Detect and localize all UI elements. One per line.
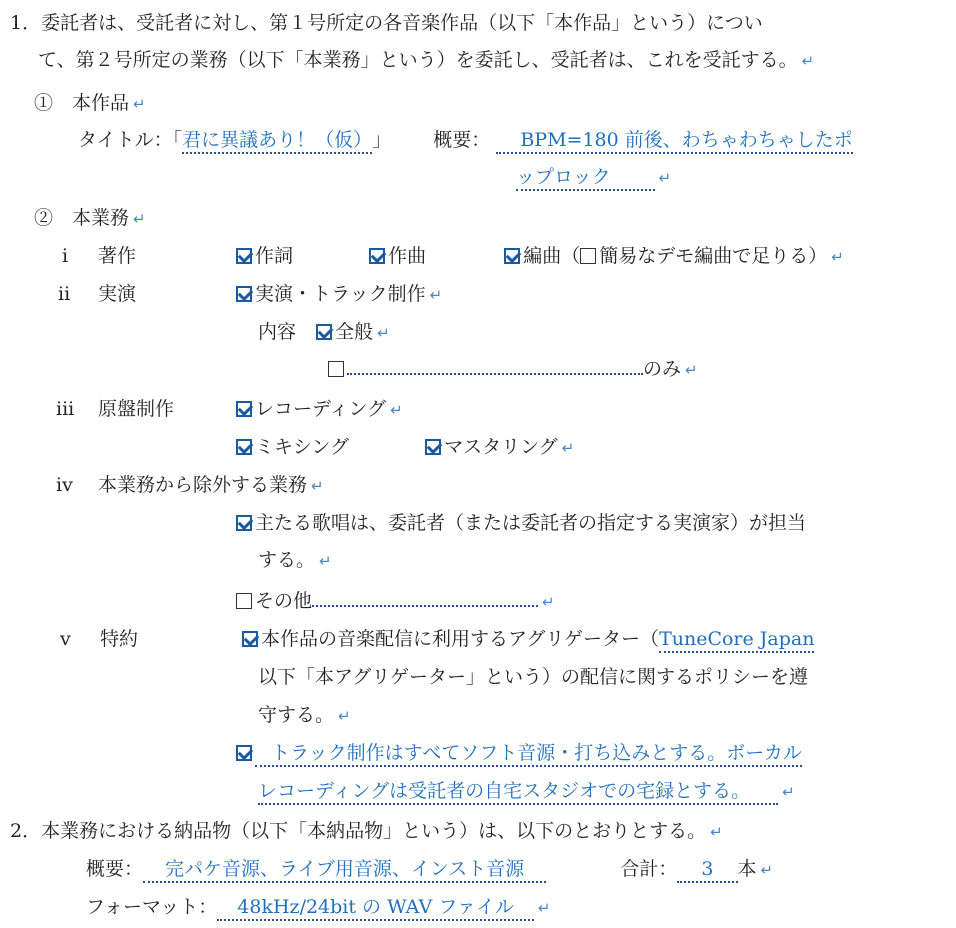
work-summary-cont [516, 164, 671, 191]
total-field[interactable]: 3 [677, 857, 737, 883]
service-iv-num: iv [56, 474, 73, 496]
clause2-number: 2． [10, 820, 42, 842]
checkbox-checked-icon[interactable] [236, 286, 252, 302]
title-field[interactable]: 君に異議あり！（仮） [182, 128, 372, 154]
summary-label: 概要： [433, 129, 491, 151]
service-v-label: 特約 [100, 628, 139, 650]
option-lyrics: 作詞 [255, 245, 294, 267]
service-ii-content [258, 319, 390, 346]
title-label: タイトル： [78, 129, 173, 151]
content-label: 内容 [258, 321, 297, 343]
checkbox-checked-icon[interactable] [504, 248, 520, 264]
deliverable-summary-row [86, 856, 773, 883]
checkbox-checked-icon[interactable] [236, 515, 252, 531]
summary-field[interactable]: BPM=180 前後、わちゃわちゃしたポ [496, 128, 852, 154]
checkbox-checked-icon[interactable] [236, 439, 252, 455]
checkbox-checked-icon[interactable] [236, 401, 252, 417]
service-iv-opt2 [236, 588, 555, 615]
paragraph-mark-icon: ↵ [760, 861, 774, 879]
only-label: のみ [643, 358, 682, 380]
paragraph-mark-icon: ↵ [685, 361, 698, 379]
service-ii-num: ii [58, 283, 71, 305]
service-i-options [236, 243, 844, 270]
service-iii-num: iii [56, 398, 75, 420]
option-composition: 作曲 [388, 245, 427, 267]
paragraph-mark-icon: ↵ [311, 477, 324, 495]
option-mixing: ミキシング [255, 436, 349, 458]
work-title-row: タイトル：「君に異議あり！（仮）」 概要： BPM=180 前後、わちゃわちゃしたポ [78, 127, 853, 154]
paragraph-mark-icon: ↵ [782, 783, 795, 801]
checkbox-checked-icon[interactable] [236, 248, 252, 264]
paragraph-mark-icon: ↵ [377, 324, 390, 342]
option-aggregator-policy: 本作品の音楽配信に利用するアグリゲーター（ [261, 628, 660, 650]
paragraph-mark-icon: ↵ [542, 593, 555, 611]
service-v-opt2-cont [258, 778, 795, 805]
aggregator-field[interactable]: TuneCore Japan [659, 627, 814, 653]
clause1-number: 1． [10, 12, 42, 34]
service-iii-option1 [236, 396, 403, 423]
paragraph-mark-icon: ↵ [831, 248, 844, 266]
service-heading: ② 本業務 ↵ [34, 207, 146, 229]
summary-field-cont[interactable]: ップロック [516, 165, 655, 191]
service-v-opt1-cont1: 以下「本アグリゲーター」という）の配信に関するポリシーを遵 [258, 666, 809, 688]
checkbox-checked-icon[interactable] [316, 324, 332, 340]
paragraph-mark-icon: ↵ [390, 401, 403, 419]
format-field[interactable]: 48kHz/24bit の WAV ファイル [217, 895, 534, 921]
paragraph-mark-icon: ↵ [429, 286, 443, 304]
option-general: 全般 [335, 321, 374, 343]
option-other: その他 [255, 590, 313, 612]
service-iii-options2 [236, 434, 574, 461]
total-label: 合計： [620, 858, 678, 880]
clause2-text: 本業務における納品物（以下「本納品物」という）は、以下のとおりとする。 [41, 820, 707, 842]
clause1-text-1: 委託者は、受託者に対し、第１号所定の各音楽作品（以下「本作品」という）につい [41, 12, 763, 34]
format-row [86, 894, 550, 921]
option-performance: 実演・トラック制作 [255, 283, 426, 305]
clause1-text-2: て、第２号所定の業務（以下「本業務」という）を委託し、受託者は、これを受託する。 [38, 49, 798, 71]
paragraph-mark-icon: ↵ [133, 210, 146, 228]
checkbox-unchecked-icon[interactable] [236, 593, 252, 609]
service-ii-only-row [328, 356, 698, 383]
special-terms-field-cont[interactable]: レコーディングは受託者の自宅スタジオでの宅録とする。 [258, 779, 778, 805]
paragraph-mark-icon: ↵ [319, 552, 332, 570]
paragraph-mark-icon: ↵ [658, 169, 672, 187]
paragraph-mark-icon: ↵ [537, 899, 551, 917]
checkbox-checked-icon[interactable] [242, 631, 258, 647]
service-i-label: 著作 [98, 245, 137, 267]
paragraph-mark-icon: ↵ [133, 95, 146, 113]
total-unit: 本 [737, 858, 757, 880]
service-iv-label: 本業務から除外する業務 [98, 474, 308, 496]
clause2-line [10, 818, 723, 845]
service-iv-label-row [98, 472, 324, 499]
checkbox-unchecked-icon[interactable] [580, 248, 596, 264]
service-iv-opt1-cont: する。 ↵ [258, 549, 332, 571]
deliverable-summary-field[interactable]: 完パケ音源、ライブ用音源、インスト音源 [143, 857, 546, 883]
service-v-opt2 [236, 740, 802, 767]
clause1-line1 [10, 10, 763, 36]
service-iii-label: 原盤制作 [98, 398, 175, 420]
paragraph-mark-icon: ↵ [710, 823, 723, 841]
option-demo-arrangement: 簡易なデモ編曲で足りる） [599, 245, 828, 267]
option-arrangement: 編曲（ [523, 245, 581, 267]
service-v-opt1 [242, 626, 814, 653]
other-field[interactable] [312, 605, 538, 607]
work-heading: ① 本作品 ↵ [34, 92, 146, 114]
checkbox-checked-icon[interactable] [369, 248, 385, 264]
service-v-opt1-cont2: 守する。 ↵ [258, 704, 351, 726]
special-terms-field[interactable]: トラック制作はすべてソフト音源・打ち込みとする。ボーカル [255, 741, 802, 767]
option-main-vocal: 主たる歌唱は、委託者（または委託者の指定する実演家）が担当 [255, 512, 807, 534]
service-iv-opt1 [236, 510, 806, 536]
service-ii-label: 実演 [98, 283, 137, 305]
checkbox-checked-icon[interactable] [236, 745, 252, 761]
service-v-num: v [60, 628, 71, 650]
deliverable-summary-label: 概要： [86, 858, 144, 880]
option-mastering: マスタリング [444, 436, 558, 458]
format-label: フォーマット： [86, 896, 218, 918]
checkbox-unchecked-icon[interactable] [328, 361, 344, 377]
service-i-num: i [62, 245, 69, 267]
service-ii-option [236, 281, 442, 308]
paragraph-mark-icon: ↵ [338, 707, 351, 725]
checkbox-checked-icon[interactable] [425, 439, 441, 455]
option-recording: レコーディング [255, 398, 387, 420]
paragraph-mark-icon: ↵ [801, 52, 815, 70]
clause1-line2 [38, 47, 814, 74]
only-field[interactable] [347, 373, 643, 375]
paragraph-mark-icon: ↵ [561, 439, 575, 457]
